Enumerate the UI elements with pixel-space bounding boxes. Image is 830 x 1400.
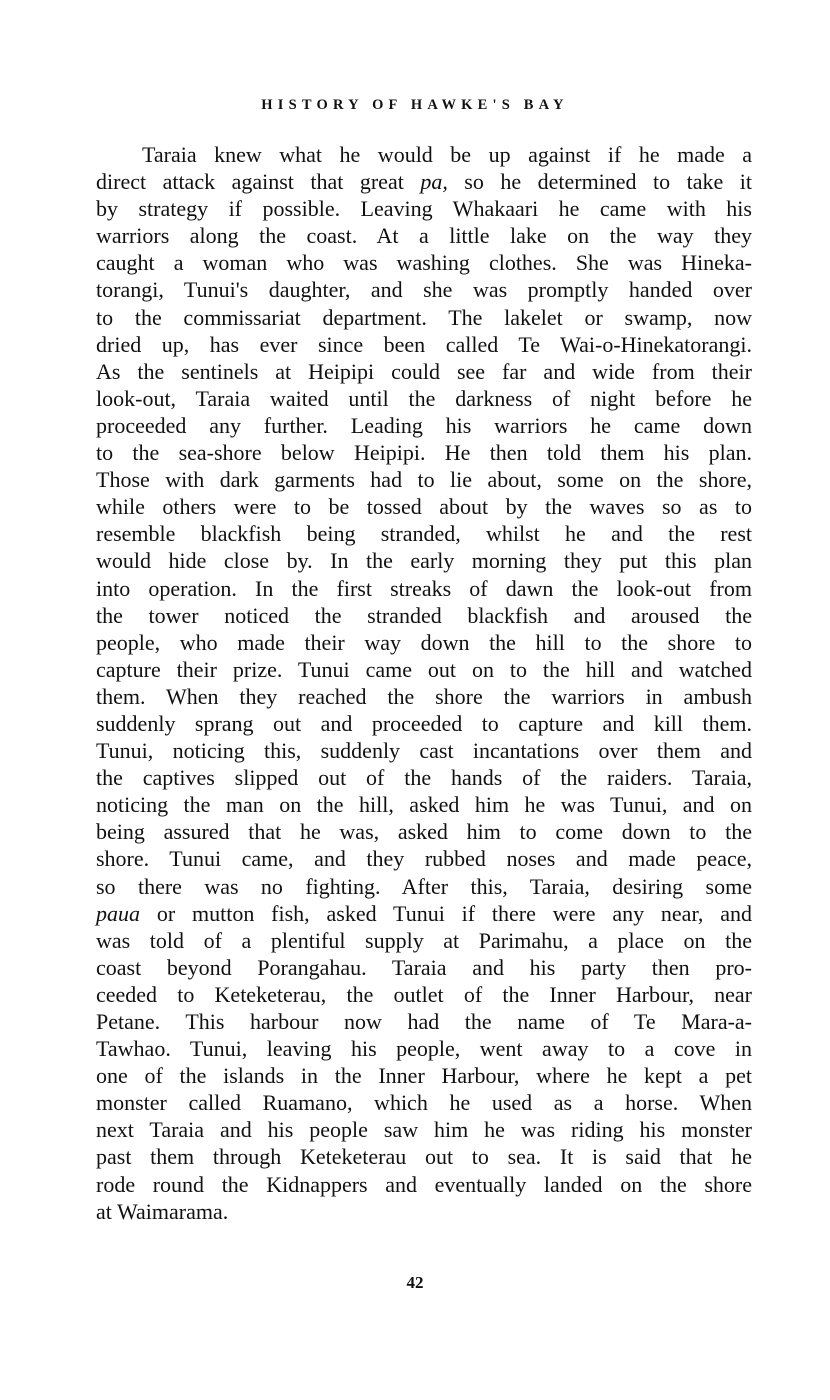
text-line: torangi, Tunui's daughter, and she was promptly handed over bbox=[96, 277, 752, 303]
text-line: paua or mutton fish, asked Tunui if there were any near, and bbox=[96, 900, 752, 926]
text-line: shore. Tunui came, and they rubbed noses and made peace, bbox=[96, 846, 752, 872]
text-line: by strategy if possible. Leaving Whakaari he came with his bbox=[96, 196, 752, 222]
text-line: people, who made their way down the hill to the shore to bbox=[96, 629, 752, 655]
text-line: rode round the Kidnappers and eventually landed on the shore bbox=[96, 1171, 752, 1197]
text-line: past them through Keteketerau out to sea. It is said that he bbox=[96, 1144, 752, 1170]
text-line: coast beyond Porangahau. Taraia and his party then pro- bbox=[96, 954, 752, 980]
text-line: at Waimarama. bbox=[96, 1198, 229, 1224]
text-line: look-out, Taraia waited until the darkness of night before he bbox=[96, 385, 752, 411]
text-line: would hide close by. In the early morning they put this plan bbox=[96, 548, 752, 574]
page-number: 42 bbox=[406, 1273, 424, 1292]
text-line: while others were to be tossed about by the waves so as to bbox=[96, 494, 752, 520]
text-line: Tunui, noticing this, suddenly cast incantations over them and bbox=[96, 738, 752, 764]
text-line: suddenly sprang out and proceeded to capture and kill them. bbox=[96, 710, 752, 736]
text-line: direct attack against that great pa, so he determined to take it bbox=[96, 169, 752, 195]
text-line: into operation. In the first streaks of dawn the look-out from bbox=[96, 575, 752, 601]
text-line: the captives slipped out of the hands of the raiders. Taraia, bbox=[96, 765, 752, 791]
text-line: proceeded any further. Leading his warriors he came down bbox=[96, 412, 752, 438]
text-line: Those with dark garments had to lie about, some on the shore, bbox=[96, 467, 752, 493]
text-line: to the commissariat department. The lakelet or swamp, now bbox=[96, 304, 752, 330]
text-line: Tawhao. Tunui, leaving his people, went away to a cove in bbox=[96, 1036, 752, 1062]
text-line: one of the islands in the Inner Harbour, where he kept a pet bbox=[96, 1063, 752, 1089]
text-line: warriors along the coast. At a little lake on the way they bbox=[96, 223, 752, 249]
body-paragraph bbox=[96, 141, 752, 1225]
text-line: caught a woman who was washing clothes. She was Hineka- bbox=[96, 250, 752, 276]
text-line: the tower noticed the stranded blackfish and aroused the bbox=[96, 602, 752, 628]
text-line: so there was no fighting. After this, Taraia, desiring some bbox=[96, 873, 752, 899]
text-line: being assured that he was, asked him to come down to the bbox=[96, 819, 752, 845]
text-line: ceeded to Keteketerau, the outlet of the Inner Harbour, near bbox=[96, 981, 752, 1007]
text-line: capture their prize. Tunui came out on to the hill and watched bbox=[96, 656, 752, 682]
text-line: next Taraia and his people saw him he was riding his monster bbox=[96, 1117, 752, 1143]
text-line: Taraia knew what he would be up against if he made a bbox=[142, 142, 752, 167]
text-line: Petane. This harbour now had the name of Te Mara-a- bbox=[96, 1009, 752, 1034]
text-line: noticing the man on the hill, asked him he was Tunui, and on bbox=[96, 792, 752, 818]
text-line: resemble blackfish being stranded, whilst he and the rest bbox=[96, 521, 752, 547]
text-line: As the sentinels at Heipipi could see far and wide from their bbox=[96, 358, 752, 384]
text-line: monster called Ruamano, which he used as a horse. When bbox=[96, 1090, 752, 1116]
text-line: to the sea-shore below Heipipi. He then told them his plan. bbox=[96, 440, 752, 466]
text-line: them. When they reached the shore the warriors in ambush bbox=[96, 683, 752, 709]
running-head: HISTORY OF HAWKE'S BAY bbox=[261, 97, 569, 113]
text-line: dried up, has ever since been called Te Wai-o-Hinekatorangi. bbox=[96, 331, 752, 357]
text-line: was told of a plentiful supply at Parimahu, a place on the bbox=[96, 927, 752, 953]
